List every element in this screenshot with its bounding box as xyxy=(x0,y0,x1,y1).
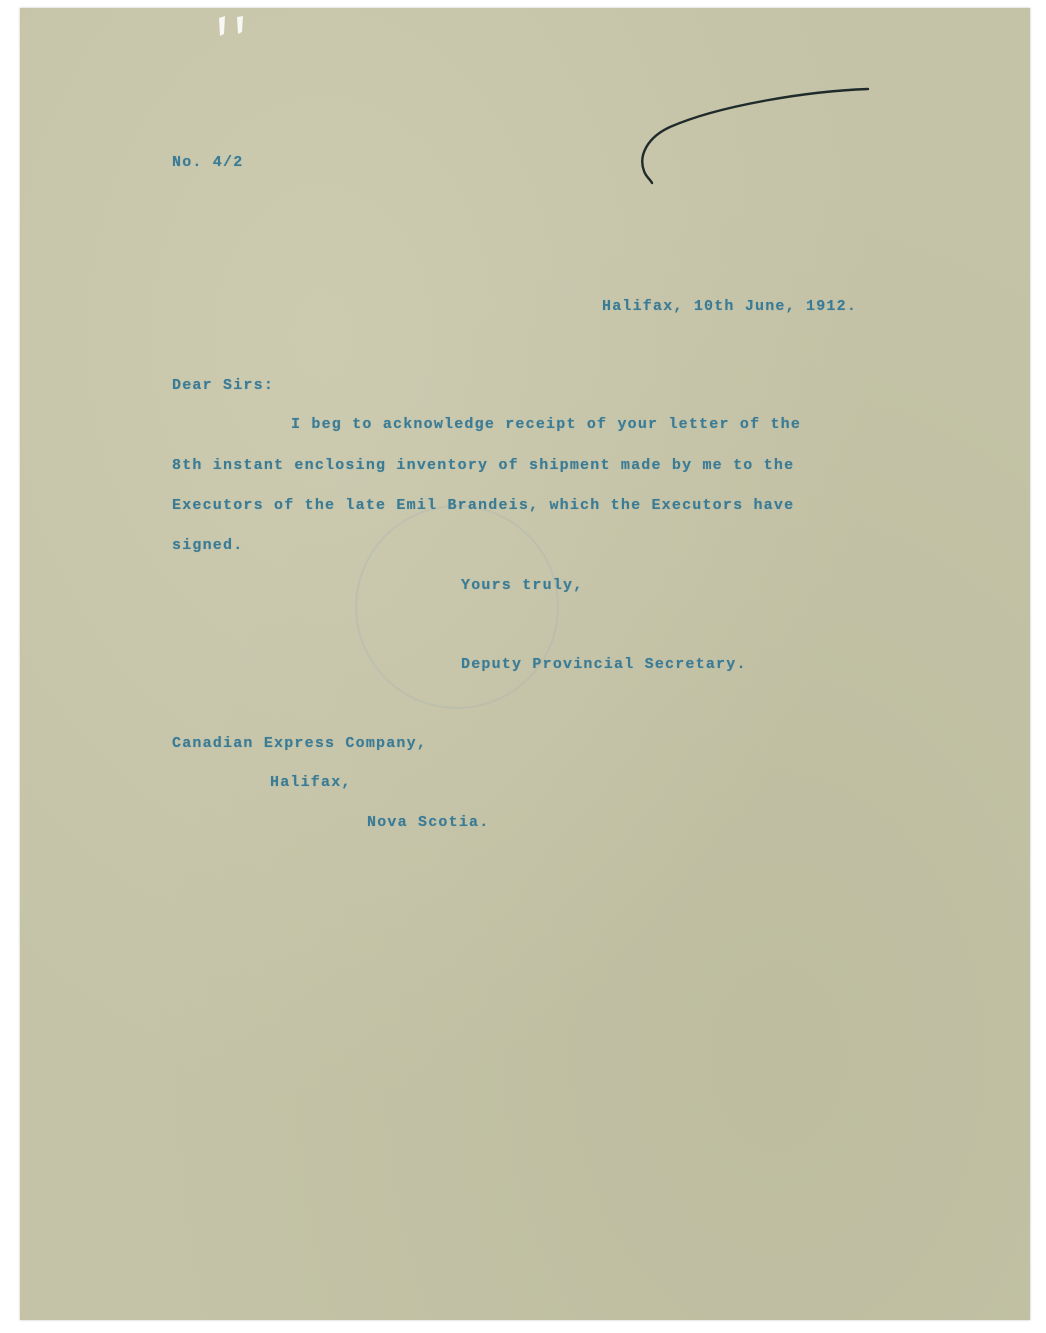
body-line: Executors of the late Emil Brandeis, which the Executors have xyxy=(172,497,795,514)
address-line: Nova Scotia. xyxy=(367,814,490,831)
faint-stamp-circle xyxy=(355,505,559,709)
body-line: signed. xyxy=(172,537,244,554)
closing: Yours truly, xyxy=(461,577,584,594)
reference-number: No. 4/2 xyxy=(172,154,244,171)
tape-mark xyxy=(215,14,255,44)
body-line: 8th instant enclosing inventory of shipment made by me to the xyxy=(172,457,795,474)
body-line: I beg to acknowledge receipt of your letter of the xyxy=(291,416,802,433)
pen-check-mark xyxy=(630,75,880,195)
signature-title: Deputy Provincial Secretary. xyxy=(461,656,747,673)
dateline: Halifax, 10th June, 1912. xyxy=(602,298,858,315)
address-line: Halifax, xyxy=(270,774,352,791)
salutation: Dear Sirs: xyxy=(172,377,275,394)
address-line: Canadian Express Company, xyxy=(172,735,428,752)
